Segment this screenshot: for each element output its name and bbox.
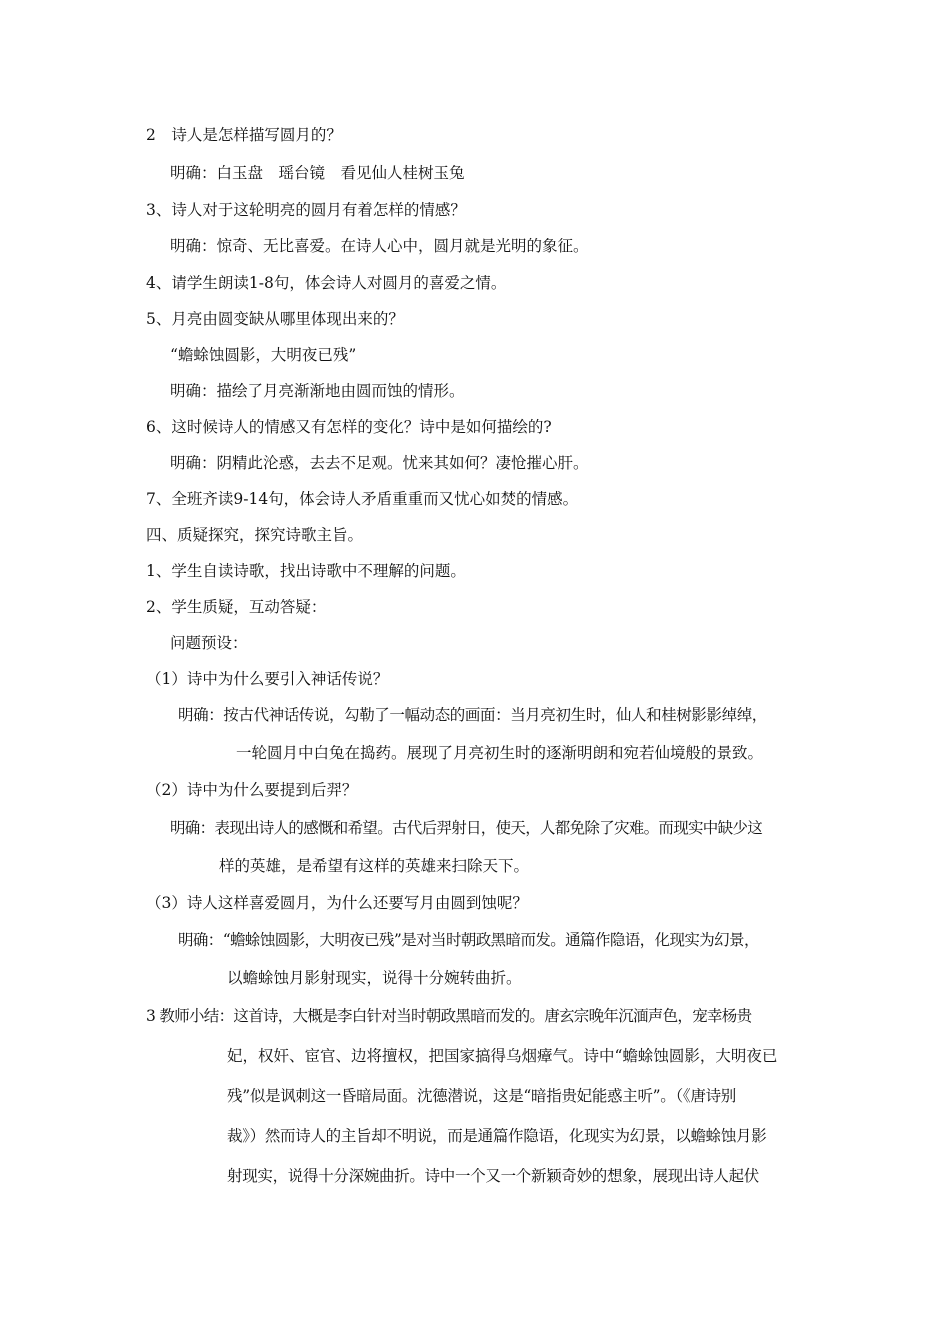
text-line: 4、请学生朗读1-8句，体会诗人对圆月的喜爱之情。 xyxy=(146,274,507,292)
text-line: 明确：阴精此沦惑，去去不足观。忧来其如何？凄怆摧心肝。 xyxy=(170,454,589,472)
text-line: 明确：惊奇、无比喜爱。在诗人心中，圆月就是光明的象征。 xyxy=(170,237,589,255)
text-line: 明确：“蟾蜍蚀圆影，大明夜已残”是对当时朝政黑暗而发。通篇作隐语，化现实为幻景， xyxy=(178,931,759,949)
text-line: 明确：表现出诗人的感慨和希望。古代后羿射日，使天，人都免除了灾难。而现实中缺少这 xyxy=(170,819,763,837)
text-line: 2 诗人是怎样描写圆月的？ xyxy=(146,126,342,144)
text-line: 明确：白玉盘 瑶台镜 看见仙人桂树玉兔 xyxy=(170,164,465,182)
text-line: 裁》）然而诗人的主旨却不明说，而是通篇作隐语，化现实为幻景，以蟾蜍蚀月影 xyxy=(227,1127,767,1145)
text-line: 明确：描绘了月亮渐渐地由圆而蚀的情形。 xyxy=(170,382,465,400)
text-line: “蟾蜍蚀圆影，大明夜已残” xyxy=(170,346,357,364)
text-line: （2）诗中为什么要提到后羿？ xyxy=(146,781,358,799)
text-line: 问题预设： xyxy=(170,634,248,652)
text-line: 3、诗人对于这轮明亮的圆月有着怎样的情感？ xyxy=(146,201,466,219)
text-line: 以蟾蜍蚀月影射现实，说得十分婉转曲折。 xyxy=(227,969,522,987)
text-line: 四、质疑探究，探究诗歌主旨。 xyxy=(146,526,364,544)
text-line: 2、学生质疑，互动答疑： xyxy=(146,598,327,616)
text-line: 3 教师小结：这首诗，大概是李白针对当时朝政黑暗而发的。唐玄宗晚年沉湎声色，宠幸杨贵 xyxy=(146,1007,752,1025)
text-line: 残”似是讽刺这一昏暗局面。沈德潜说，这是“暗指贵妃能惑主听”。（《唐诗别 xyxy=(227,1087,736,1105)
text-line: （1）诗中为什么要引入神话传说？ xyxy=(146,670,389,688)
text-line: 6、这时候诗人的情感又有怎样的变化？诗中是如何描绘的? xyxy=(146,418,552,436)
text-line: 明确：按古代神话传说，勾勒了一幅动态的画面：当月亮初生时，仙人和桂树影影绰绰， xyxy=(178,706,767,724)
text-line: 1、学生自读诗歌，找出诗歌中不理解的问题。 xyxy=(146,562,466,580)
text-line: 一轮圆月中白兔在捣药。展现了月亮初生时的逐渐明朗和宛若仙境般的景致。 xyxy=(236,744,764,762)
text-line: 妃，权奸、宦官、边将擅权，把国家搞得乌烟瘴气。诗中“蟾蜍蚀圆影，大明夜已 xyxy=(227,1047,778,1065)
text-line: 样的英雄，是希望有这样的英雄来扫除天下。 xyxy=(219,857,530,875)
text-line: （3）诗人这样喜爱圆月，为什么还要写月由圆到蚀呢？ xyxy=(146,894,528,912)
text-line: 7、全班齐读9-14句，体会诗人矛盾重重而又忧心如焚的情感。 xyxy=(146,490,579,508)
text-line: 射现实，说得十分深婉曲折。诗中一个又一个新颖奇妙的想象，展现出诗人起伏 xyxy=(227,1167,760,1185)
text-line: 5、月亮由圆变缺从哪里体现出来的？ xyxy=(146,310,404,328)
